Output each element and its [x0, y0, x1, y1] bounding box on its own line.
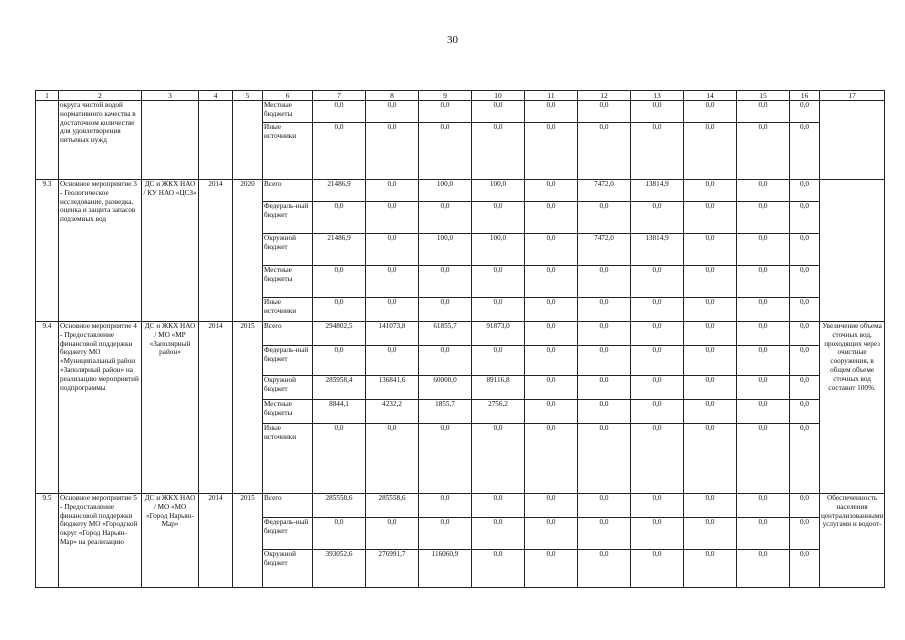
amount-cell: 0,0: [419, 518, 472, 550]
amount-cell: 0,0: [419, 298, 472, 322]
amount-cell: 0,0: [631, 376, 684, 400]
amount-cell: 0,0: [684, 101, 737, 123]
amount-cell: 0,0: [737, 518, 790, 550]
amount-cell: 0,0: [684, 346, 737, 376]
amount-cell: 100,0: [419, 234, 472, 266]
amount-cell: 0,0: [472, 550, 525, 588]
amount-cell: 0,0: [313, 123, 366, 180]
amount-cell: 0,0: [790, 202, 820, 234]
amount-cell: 0,0: [419, 494, 472, 518]
amount-cell: 0,0: [790, 298, 820, 322]
amount-cell: 0,0: [313, 298, 366, 322]
amount-cell: 0,0: [578, 202, 631, 234]
funding-source: Всего: [263, 322, 313, 346]
amount-cell: 7472,0: [578, 234, 631, 266]
executor: ДС и ЖКХ НАО / КУ НАО «ЦСЗ»: [142, 180, 199, 322]
block-number: 9.3: [36, 180, 59, 322]
amount-cell: 0,0: [790, 424, 820, 494]
amount-cell: 0,0: [790, 266, 820, 298]
amount-cell: 0,0: [525, 123, 578, 180]
column-header: 11: [525, 91, 578, 101]
block-name: Основное мероприятие 4 - Предоставление финансовой поддержки бюджету МО «Муниципальный район «Заполярный район» на реализацию мероприятий подпрограммы: [59, 322, 142, 494]
amount-cell: 0,0: [578, 400, 631, 424]
budget-table: [35, 90, 885, 588]
amount-cell: 141073,8: [366, 322, 419, 346]
amount-cell: 0,0: [790, 234, 820, 266]
amount-cell: 0,0: [737, 322, 790, 346]
amount-cell: 0,0: [578, 376, 631, 400]
amount-cell: 0,0: [366, 424, 419, 494]
amount-cell: 0,0: [525, 400, 578, 424]
column-header: 7: [313, 91, 366, 101]
start-year: 2014: [199, 322, 233, 494]
block-number: 9.4: [36, 322, 59, 494]
amount-cell: 0,0: [790, 180, 820, 202]
amount-cell: 0,0: [631, 424, 684, 494]
amount-cell: 0,0: [366, 234, 419, 266]
amount-cell: 0,0: [472, 266, 525, 298]
amount-cell: 0,0: [684, 322, 737, 346]
amount-cell: 393052,6: [313, 550, 366, 588]
amount-cell: 0,0: [684, 494, 737, 518]
amount-cell: 0,0: [737, 202, 790, 234]
end-year: 2020: [233, 180, 263, 322]
amount-cell: 0,0: [737, 400, 790, 424]
amount-cell: 0,0: [419, 123, 472, 180]
funding-source: Окружной бюджет: [263, 234, 313, 266]
amount-cell: 0,0: [578, 518, 631, 550]
amount-cell: 60000,0: [419, 376, 472, 400]
amount-cell: 0,0: [525, 298, 578, 322]
amount-cell: 13814,9: [631, 234, 684, 266]
amount-cell: 1855,7: [419, 400, 472, 424]
amount-cell: 0,0: [578, 550, 631, 588]
amount-cell: 0,0: [525, 266, 578, 298]
funding-source: Местные бюджеты: [263, 400, 313, 424]
amount-cell: 0,0: [313, 518, 366, 550]
amount-cell: 0,0: [525, 180, 578, 202]
funding-source: Федераль-ный бюджет: [263, 202, 313, 234]
end-year: 2015: [233, 322, 263, 494]
amount-cell: 0,0: [578, 298, 631, 322]
column-header: 14: [684, 91, 737, 101]
amount-cell: 0,0: [684, 123, 737, 180]
funding-source: Окружной бюджет: [263, 550, 313, 588]
amount-cell: 0,0: [525, 518, 578, 550]
amount-cell: 0,0: [790, 376, 820, 400]
amount-cell: 0,0: [525, 101, 578, 123]
amount-cell: 0,0: [631, 266, 684, 298]
amount-cell: 0,0: [578, 101, 631, 123]
column-header: 13: [631, 91, 684, 101]
amount-cell: 0,0: [366, 101, 419, 123]
amount-cell: 0,0: [313, 101, 366, 123]
amount-cell: 285958,4: [313, 376, 366, 400]
column-header: 12: [578, 91, 631, 101]
block-number: [36, 101, 59, 180]
amount-cell: 0,0: [790, 550, 820, 588]
funding-source: Всего: [263, 494, 313, 518]
block-name: Основное мероприятие 5 - Предоставление финансовой поддержки бюджету МО «Городской округ «Город Нарьян-Мар» на реализацию: [59, 494, 142, 588]
amount-cell: 2756,2: [472, 400, 525, 424]
amount-cell: 0,0: [684, 376, 737, 400]
amount-cell: 89116,8: [472, 376, 525, 400]
amount-cell: 0,0: [472, 123, 525, 180]
amount-cell: 0,0: [737, 234, 790, 266]
amount-cell: 0,0: [525, 550, 578, 588]
amount-cell: 0,0: [790, 346, 820, 376]
column-header: 8: [366, 91, 419, 101]
end-year: [233, 101, 263, 180]
amount-cell: 0,0: [366, 518, 419, 550]
amount-cell: 0,0: [366, 180, 419, 202]
amount-cell: 276991,7: [366, 550, 419, 588]
amount-cell: 21486,9: [313, 180, 366, 202]
amount-cell: 61855,7: [419, 322, 472, 346]
amount-cell: 0,0: [790, 322, 820, 346]
column-header: 4: [199, 91, 233, 101]
amount-cell: 0,0: [472, 101, 525, 123]
column-header: 16: [790, 91, 820, 101]
expected-result: Увеличение объема сточных вод, проходящих через очистные сооружения, в общем объеме сточных вод составит 100%.: [820, 322, 885, 494]
amount-cell: 0,0: [313, 346, 366, 376]
amount-cell: 0,0: [472, 202, 525, 234]
column-header: 6: [263, 91, 313, 101]
executor: ДС и ЖКХ НАО / МО «МО «Город Нарьян-Мар»: [142, 494, 199, 588]
executor: [142, 101, 199, 180]
amount-cell: 0,0: [525, 234, 578, 266]
amount-cell: 0,0: [419, 266, 472, 298]
amount-cell: 0,0: [366, 346, 419, 376]
column-header: 5: [233, 91, 263, 101]
start-year: 2014: [199, 180, 233, 322]
amount-cell: 0,0: [790, 123, 820, 180]
amount-cell: 0,0: [684, 550, 737, 588]
amount-cell: 0,0: [631, 202, 684, 234]
column-header: 2: [59, 91, 142, 101]
amount-cell: 0,0: [684, 202, 737, 234]
amount-cell: 8844,1: [313, 400, 366, 424]
amount-cell: 0,0: [419, 202, 472, 234]
executor: ДС и ЖКХ НАО / МО «МР «Заполярный район»: [142, 322, 199, 494]
column-header: 3: [142, 91, 199, 101]
start-year: 2014: [199, 494, 233, 588]
table-row: [36, 322, 885, 346]
column-header: 15: [737, 91, 790, 101]
amount-cell: 0,0: [366, 202, 419, 234]
amount-cell: 0,0: [737, 180, 790, 202]
amount-cell: 0,0: [525, 424, 578, 494]
amount-cell: 136841,6: [366, 376, 419, 400]
amount-cell: 13814,9: [631, 180, 684, 202]
amount-cell: 0,0: [366, 123, 419, 180]
amount-cell: 0,0: [631, 550, 684, 588]
amount-cell: 0,0: [472, 518, 525, 550]
table-row: [36, 101, 885, 123]
amount-cell: 0,0: [525, 376, 578, 400]
amount-cell: 0,0: [684, 266, 737, 298]
amount-cell: 0,0: [366, 266, 419, 298]
amount-cell: 0,0: [737, 123, 790, 180]
end-year: 2015: [233, 494, 263, 588]
amount-cell: 285558,6: [313, 494, 366, 518]
amount-cell: 0,0: [737, 101, 790, 123]
amount-cell: 0,0: [525, 202, 578, 234]
funding-source: Местные бюджеты: [263, 266, 313, 298]
amount-cell: 0,0: [790, 518, 820, 550]
amount-cell: 0,0: [313, 424, 366, 494]
amount-cell: 21486,9: [313, 234, 366, 266]
amount-cell: 294802,5: [313, 322, 366, 346]
amount-cell: 0,0: [578, 424, 631, 494]
table-row: [36, 180, 885, 202]
amount-cell: 0,0: [737, 266, 790, 298]
amount-cell: 0,0: [737, 550, 790, 588]
block-name: округа чистой водой нормативного качества в достаточном количестве для удовлетворения питьевых нужд: [59, 101, 142, 180]
amount-cell: 0,0: [790, 494, 820, 518]
amount-cell: 0,0: [472, 494, 525, 518]
amount-cell: 0,0: [631, 400, 684, 424]
amount-cell: 7472,0: [578, 180, 631, 202]
amount-cell: 0,0: [525, 322, 578, 346]
page-number: 30: [447, 34, 458, 46]
amount-cell: 0,0: [737, 494, 790, 518]
block-number: 9.5: [36, 494, 59, 588]
block-name: Основное мероприятие 3 - Геологическое исследование, разведка, оценка и защита запасов подземных вод: [59, 180, 142, 322]
start-year: [199, 101, 233, 180]
amount-cell: 100,0: [419, 180, 472, 202]
amount-cell: 0,0: [631, 298, 684, 322]
amount-cell: 0,0: [631, 518, 684, 550]
funding-source: Федераль-ный бюджет: [263, 346, 313, 376]
amount-cell: 0,0: [419, 101, 472, 123]
amount-cell: 0,0: [684, 518, 737, 550]
funding-source: Иные источники: [263, 298, 313, 322]
column-header: 1: [36, 91, 59, 101]
amount-cell: 0,0: [684, 180, 737, 202]
funding-source: Федераль-ный бюджет: [263, 518, 313, 550]
funding-source: Иные источники: [263, 424, 313, 494]
amount-cell: 0,0: [684, 298, 737, 322]
amount-cell: 0,0: [313, 266, 366, 298]
amount-cell: 0,0: [684, 400, 737, 424]
amount-cell: 0,0: [737, 298, 790, 322]
column-header: 10: [472, 91, 525, 101]
amount-cell: 0,0: [313, 202, 366, 234]
amount-cell: 0,0: [790, 400, 820, 424]
amount-cell: 100,0: [472, 234, 525, 266]
amount-cell: 0,0: [737, 376, 790, 400]
amount-cell: 0,0: [472, 424, 525, 494]
amount-cell: 0,0: [472, 298, 525, 322]
amount-cell: 4232,2: [366, 400, 419, 424]
amount-cell: 0,0: [631, 123, 684, 180]
amount-cell: 0,0: [578, 266, 631, 298]
amount-cell: 91873,0: [472, 322, 525, 346]
funding-source: Всего: [263, 180, 313, 202]
amount-cell: 0,0: [737, 346, 790, 376]
amount-cell: 0,0: [366, 298, 419, 322]
amount-cell: 285558,6: [366, 494, 419, 518]
amount-cell: 0,0: [631, 494, 684, 518]
amount-cell: 0,0: [472, 346, 525, 376]
amount-cell: 0,0: [684, 424, 737, 494]
amount-cell: 0,0: [684, 234, 737, 266]
amount-cell: 0,0: [578, 322, 631, 346]
column-header-row: [36, 91, 885, 101]
amount-cell: 0,0: [419, 424, 472, 494]
funding-source: Окружной бюджет: [263, 376, 313, 400]
amount-cell: 0,0: [578, 346, 631, 376]
expected-result: Обеспеченность населения централизованными услугами и водоот-: [820, 494, 885, 588]
amount-cell: 0,0: [737, 424, 790, 494]
amount-cell: 0,0: [578, 494, 631, 518]
amount-cell: 100,0: [472, 180, 525, 202]
table-row: [36, 494, 885, 518]
column-header: 9: [419, 91, 472, 101]
amount-cell: 0,0: [631, 101, 684, 123]
expected-result: [820, 101, 885, 180]
amount-cell: 0,0: [790, 101, 820, 123]
amount-cell: 0,0: [578, 123, 631, 180]
funding-source: Местные бюджеты: [263, 101, 313, 123]
amount-cell: 0,0: [631, 322, 684, 346]
amount-cell: 0,0: [419, 346, 472, 376]
amount-cell: 0,0: [631, 346, 684, 376]
amount-cell: 116060,9: [419, 550, 472, 588]
expected-result: [820, 180, 885, 322]
amount-cell: 0,0: [525, 346, 578, 376]
column-header: 17: [820, 91, 885, 101]
funding-source: Иные источники: [263, 123, 313, 180]
amount-cell: 0,0: [525, 494, 578, 518]
